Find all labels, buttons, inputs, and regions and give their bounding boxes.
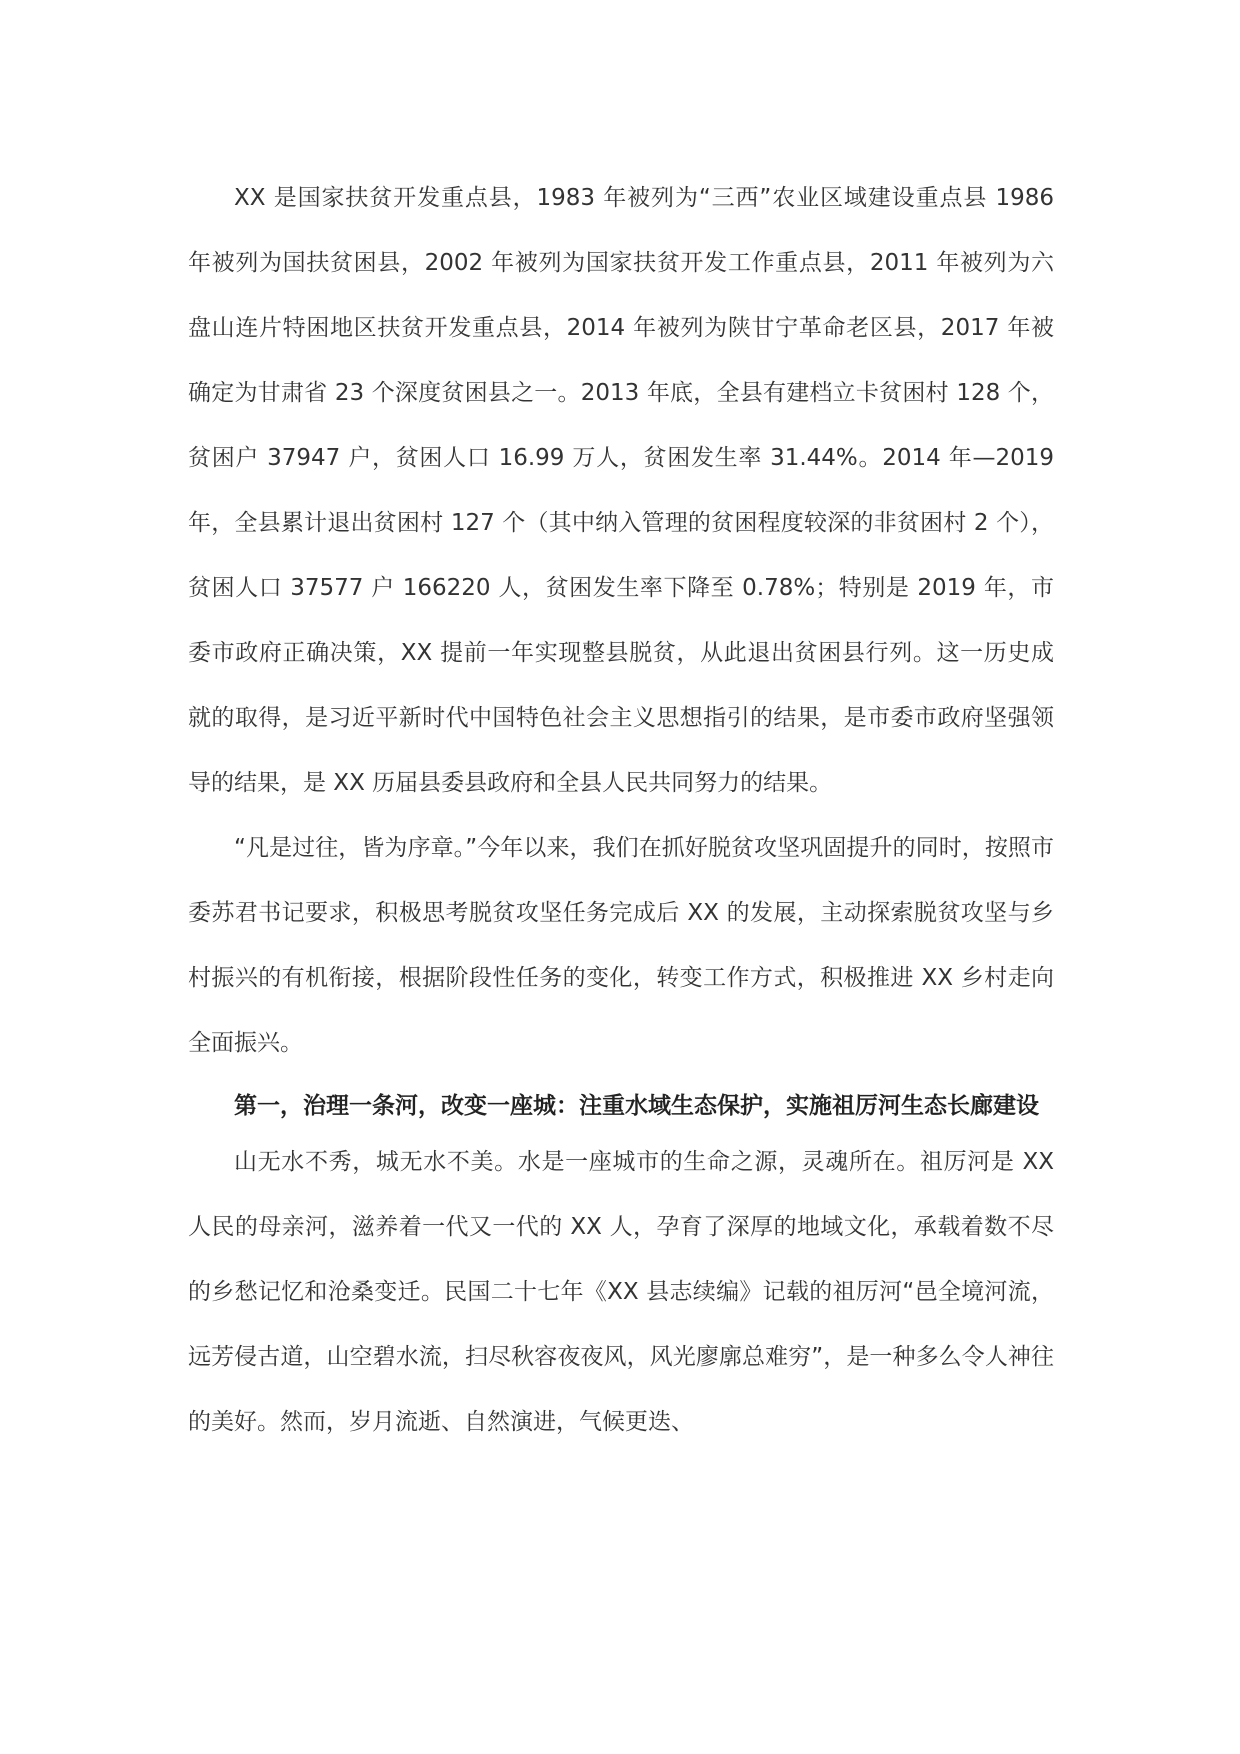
section-heading-first: 第一，治理一条河，改变一座城：注重水域生态保护，实施祖厉河生态长廊建设 xyxy=(234,1093,1039,1119)
paragraph-poverty-history: XX 是国家扶贫开发重点县，1983 年被列为“三西”农业区域建设重点县 1986 年被列为国扶贫困县，2002 年被列为国家扶贫开发工作重点县，2011 年被列为六盘山连片特困地区扶贫开发重点县，2014 年被列为陕甘宁革命老区县，2017 年被确定为甘肃省 23 个深度贫困县之一。2013 年底，全县有建档立卡贫困村 128 个，贫困户 37947 户，贫困人口 16.99 万人，贫困发生率 31.44%。2014 年—2019 年，全县累计退出贫困村 127 个（其中纳入管理的贫困程度较深的非贫困村 2 个），贫困人口 37577 户 166220 人，贫困发生率下降至 0.78%；特别是 2019 年，市委市政府正确决策，XX 提前一年实现整县脱贫，从此退出贫困县行列。这一历史成就的取得，是习近平新时代中国特色社会主义思想指引的结果，是市委市政府坚强领导的结果，是 XX 历届县委县政府和全县人民共同努力的结果。 xyxy=(188,185,1054,796)
paragraph-past-prologue: “凡是过往，皆为序章。”今年以来，我们在抓好脱贫攻坚巩固提升的同时，按照市委苏君书记要求，积极思考脱贫攻坚任务完成后 XX 的发展，主动探索脱贫攻坚与乡村振兴的有机衔接，根据阶段性任务的变化，转变工作方式，积极推进 XX 乡村走向全面振兴。 xyxy=(188,835,1054,1056)
paragraph-river-ecology: 山无水不秀，城无水不美。水是一座城市的生命之源，灵魂所在。祖厉河是 XX 人民的母亲河，滋养着一代又一代的 XX 人，孕育了深厚的地域文化，承载着数不尽的乡愁记忆和沧桑变迁。民国二十七年《XX 县志续编》记载的祖厉河“邑全境河流，远芳侵古道，山空碧水流，扫尽秋容夜夜风，风光廖廓总难穷”，是一种多么令人神往的美好。然而，岁月流逝、自然演进，气候更迭、 xyxy=(188,1149,1054,1435)
document-body xyxy=(188,166,1054,1455)
